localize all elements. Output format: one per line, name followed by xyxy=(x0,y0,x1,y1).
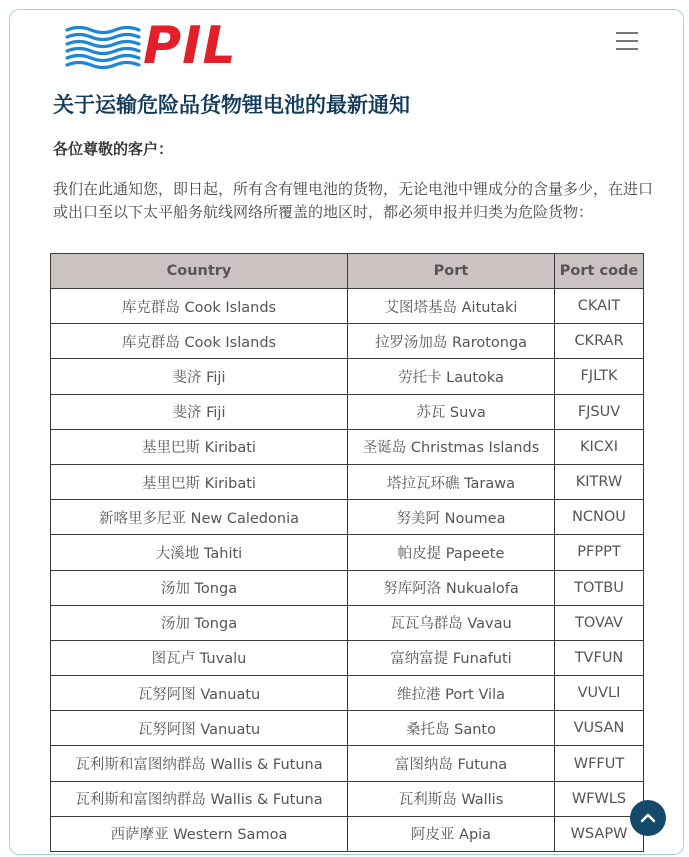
cell-port: 苏瓦 Suva xyxy=(348,394,555,429)
page-title: 关于运输危险品货物锂电池的最新通知 xyxy=(53,93,410,117)
cell-port: 努库阿洛 Nukualofa xyxy=(348,570,555,605)
cell-country: 基里巴斯 Kiribati xyxy=(51,464,348,499)
table-row xyxy=(51,394,644,429)
cell-port: 拉罗汤加岛 Rarotonga xyxy=(348,324,555,359)
cell-port-code: WFFUT xyxy=(555,746,644,781)
table-row xyxy=(51,781,644,816)
cell-country: 西萨摩亚 Western Samoa xyxy=(51,816,348,851)
cell-country: 汤加 Tonga xyxy=(51,570,348,605)
cell-port: 桑托岛 Santo xyxy=(348,711,555,746)
table-row xyxy=(51,676,644,711)
table-row xyxy=(51,500,644,535)
chevron-up-icon xyxy=(640,810,656,826)
cell-port-code: PFPPT xyxy=(555,535,644,570)
cell-port-code: CKAIT xyxy=(555,289,644,324)
table-row xyxy=(51,535,644,570)
cell-country: 新喀里多尼亚 New Caledonia xyxy=(51,500,348,535)
cell-port: 维拉港 Port Vila xyxy=(348,676,555,711)
scroll-to-top-button[interactable] xyxy=(630,800,666,836)
cell-port: 努美阿 Noumea xyxy=(348,500,555,535)
table-row xyxy=(51,289,644,324)
cell-country: 瓦努阿图 Vanuatu xyxy=(51,676,348,711)
cell-country: 汤加 Tonga xyxy=(51,605,348,640)
cell-port-code: TOTBU xyxy=(555,570,644,605)
cell-port: 瓦瓦乌群岛 Vavau xyxy=(348,605,555,640)
cell-port-code: WSAPW xyxy=(555,816,644,851)
table-row xyxy=(51,359,644,394)
table-row xyxy=(51,570,644,605)
cell-country: 大溪地 Tahiti xyxy=(51,535,348,570)
greeting-text: 各位尊敬的客户： xyxy=(53,140,174,158)
cell-port-code: NCNOU xyxy=(555,500,644,535)
table-header-row xyxy=(51,254,644,289)
table-row xyxy=(51,324,644,359)
logo-text: PIL xyxy=(143,16,237,76)
site-header xyxy=(10,10,683,88)
cell-country: 图瓦卢 Tuvalu xyxy=(51,640,348,675)
cell-port-code: KITRW xyxy=(555,464,644,499)
cell-port-code: TVFUN xyxy=(555,640,644,675)
cell-country: 斐济 Fiji xyxy=(51,394,348,429)
header-port-code: Port code xyxy=(555,254,644,289)
intro-paragraph: 我们在此通知您，即日起，所有含有锂电池的货物，无论电池中锂成分的含量多少，在进口或出口至以下太平船务航线网络所覆盖的地区时，都必须申报并归类为危险货物： xyxy=(53,180,654,221)
cell-port: 塔拉瓦环礁 Tarawa xyxy=(348,464,555,499)
cell-port: 富纳富提 Funafuti xyxy=(348,640,555,675)
cell-country: 瓦利斯和富图纳群岛 Wallis & Futuna xyxy=(51,781,348,816)
cell-port: 帕皮提 Papeete xyxy=(348,535,555,570)
cell-country: 库克群岛 Cook Islands xyxy=(51,324,348,359)
cell-country: 瓦利斯和富图纳群岛 Wallis & Futuna xyxy=(51,746,348,781)
cell-port-code: FJLTK xyxy=(555,359,644,394)
cell-port-code: FJSUV xyxy=(555,394,644,429)
cell-country: 库克群岛 Cook Islands xyxy=(51,289,348,324)
table-row xyxy=(51,711,644,746)
table-row xyxy=(51,746,644,781)
cell-port-code: VUVLI xyxy=(555,676,644,711)
cell-port: 瓦利斯岛 Wallis xyxy=(348,781,555,816)
table-row xyxy=(51,429,644,464)
cell-port-code: CKRAR xyxy=(555,324,644,359)
header-port: Port xyxy=(348,254,555,289)
cell-country: 斐济 Fiji xyxy=(51,359,348,394)
cell-port: 圣诞岛 Christmas Islands xyxy=(348,429,555,464)
page-card xyxy=(9,9,684,855)
port-table xyxy=(50,253,644,852)
cell-port: 阿皮亚 Apia xyxy=(348,816,555,851)
table-row xyxy=(51,464,644,499)
cell-port-code: TOVAV xyxy=(555,605,644,640)
table-row xyxy=(51,605,644,640)
hamburger-menu-icon[interactable] xyxy=(616,30,640,52)
cell-port-code: VUSAN xyxy=(555,711,644,746)
header-country: Country xyxy=(51,254,348,289)
cell-port: 富图纳岛 Futuna xyxy=(348,746,555,781)
cell-port: 劳托卡 Lautoka xyxy=(348,359,555,394)
cell-country: 基里巴斯 Kiribati xyxy=(51,429,348,464)
pil-logo[interactable] xyxy=(65,16,237,76)
cell-country: 瓦努阿图 Vanuatu xyxy=(51,711,348,746)
cell-port-code: KICXI xyxy=(555,429,644,464)
table-row xyxy=(51,640,644,675)
table-row xyxy=(51,816,644,851)
cell-port: 艾图塔基岛 Aitutaki xyxy=(348,289,555,324)
cell-port-code: WFWLS xyxy=(555,781,644,816)
